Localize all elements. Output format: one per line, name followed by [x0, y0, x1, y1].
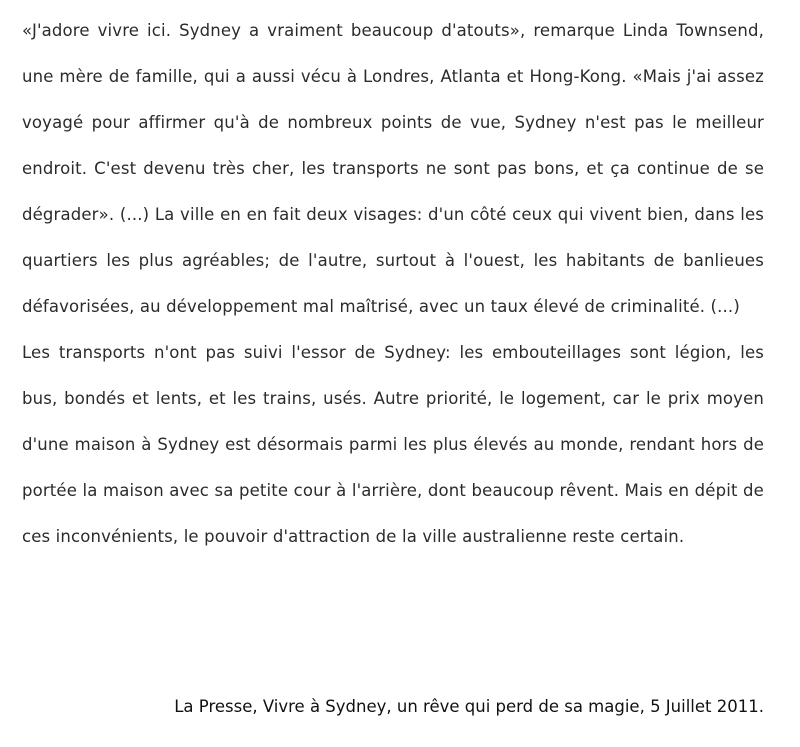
source-citation: La Presse, Vivre à Sydney, un rêve qui perd de sa magie, 5 Juillet 2011.	[174, 697, 764, 716]
article-body	[22, 8, 764, 560]
paragraph-linda-townsend: «J'adore vivre ici. Sydney a vraiment beaucoup d'atouts», remarque Linda Townsend, une mère de famille, qui a aussi vécu à Londres, Atlanta et Hong-Kong. «Mais j'ai assez voyagé pour affirmer qu'à de nombreux points de vue, Sydney n'est pas le meilleur endroit. C'est devenu très cher, les transports ne sont pas bons, et ça continue de se dégrader». (...) La ville en en fait deux visages: d'un côté ceux qui vivent bien, dans les quartiers les plus agréables; de l'autre, surtout à l'ouest, les habitants de banlieues défavorisées, au développement mal maîtrisé, avec un taux élevé de criminalité. (...)	[22, 21, 764, 316]
paragraph-transports: Les transports n'ont pas suivi l'essor de Sydney: les embouteillages sont légion, les bus, bondés et lents, et les trains, usés. Autre priorité, le logement, car le prix moyen d'une maison à Sydney est désormais parmi les plus élevés au monde, rendant hors de portée la maison avec sa petite cour à l'arrière, dont beaucoup rêvent. Mais en dépit de ces inconvénients, le pouvoir d'attraction de la ville australienne reste certain.	[22, 343, 764, 546]
